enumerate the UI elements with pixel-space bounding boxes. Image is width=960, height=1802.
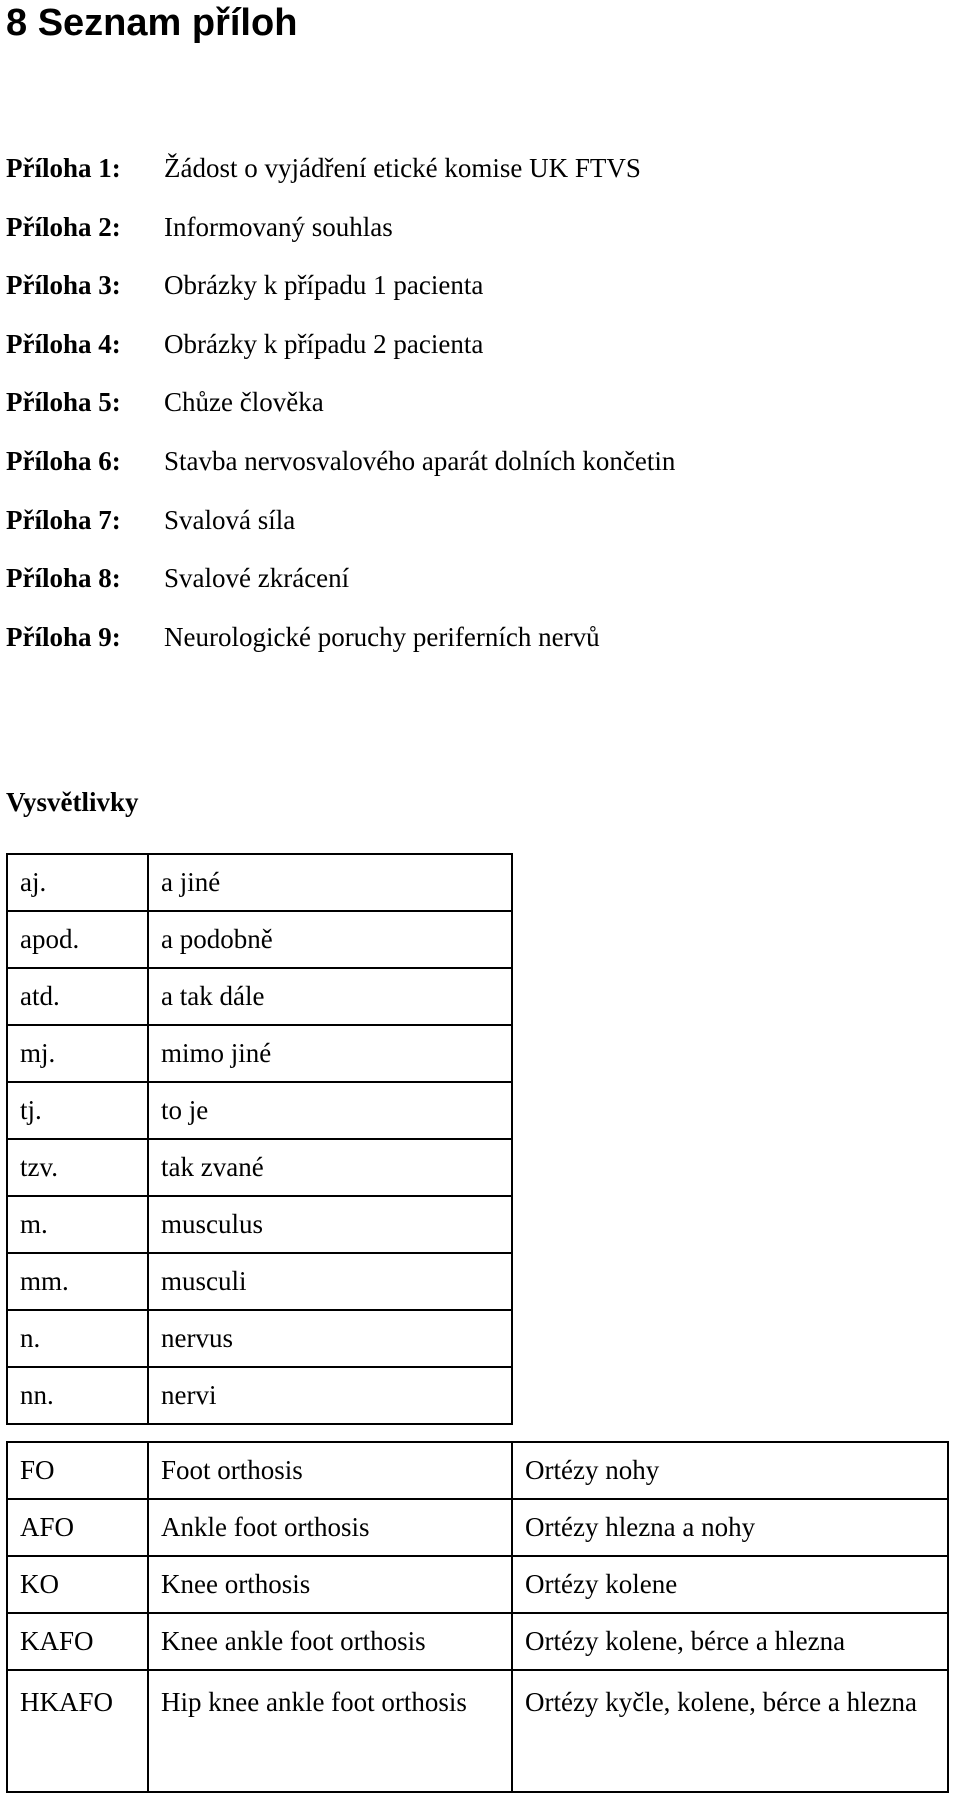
- attachment-item: [6, 324, 675, 383]
- attachment-label: Příloha 2:: [6, 211, 121, 242]
- abbreviation-cell: tj.: [7, 1082, 148, 1139]
- abbreviation-cell: aj.: [7, 854, 148, 911]
- abbreviation-cell: m.: [7, 1196, 148, 1253]
- attachment-title: Obrázky k případu 1 pacienta: [164, 270, 484, 301]
- meaning-cell: a tak dále: [148, 968, 512, 1025]
- table-row: [7, 968, 512, 1025]
- attachment-item: [6, 500, 675, 559]
- attachment-title: Informovaný souhlas: [164, 211, 393, 242]
- meaning-cell: musculus: [148, 1196, 512, 1253]
- attachment-title: Žádost o vyjádření etické komise UK FTVS: [164, 153, 641, 183]
- abbreviation-cell: FO: [7, 1442, 148, 1499]
- meaning-cell: a jiné: [148, 854, 512, 911]
- table-row: [7, 1556, 948, 1613]
- attachment-label: Příloha 1:: [6, 153, 121, 183]
- abbreviations-heading: Vysvětlivky: [6, 787, 139, 817]
- abbreviation-cell: mj.: [7, 1025, 148, 1082]
- table-row: [7, 1082, 512, 1139]
- attachment-label: Příloha 7:: [6, 504, 121, 535]
- meaning-cell: mimo jiné: [148, 1025, 512, 1082]
- abbreviation-cell: apod.: [7, 911, 148, 968]
- czech-term-cell: Ortézy nohy: [512, 1442, 948, 1499]
- abbreviation-cell: atd.: [7, 968, 148, 1025]
- table-row: [7, 1442, 948, 1499]
- table-row: [7, 1196, 512, 1253]
- meaning-cell: nervus: [148, 1310, 512, 1367]
- attachment-label: Příloha 5:: [6, 387, 121, 418]
- table-row: [7, 1253, 512, 1310]
- table-row: [7, 1310, 512, 1367]
- english-term-cell: Knee orthosis: [148, 1556, 512, 1613]
- attachment-title: Neurologické poruchy periferních nervů: [164, 621, 600, 652]
- meaning-cell: musculi: [148, 1253, 512, 1310]
- meaning-cell: a podobně: [148, 911, 512, 968]
- page-title: 8 Seznam příloh: [6, 2, 298, 44]
- attachment-item: [6, 265, 675, 324]
- abbreviation-cell: mm.: [7, 1253, 148, 1310]
- attachment-label: Příloha 6:: [6, 445, 121, 476]
- abbreviation-cell: KAFO: [7, 1613, 148, 1670]
- abbreviation-cell: n.: [7, 1310, 148, 1367]
- attachment-title: Stavba nervosvalového aparát dolních končetin: [164, 445, 676, 476]
- attachment-title: Chůze člověka: [164, 387, 324, 418]
- orthosis-table: [6, 1441, 949, 1793]
- attachment-list: [6, 148, 675, 675]
- table-row: [7, 911, 512, 968]
- english-term-cell: Foot orthosis: [148, 1442, 512, 1499]
- english-term-cell: Hip knee ankle foot orthosis: [148, 1670, 512, 1792]
- table-row: [7, 854, 512, 911]
- attachment-label: Příloha 8:: [6, 563, 121, 594]
- table-row: [7, 1025, 512, 1082]
- attachment-label: Příloha 4:: [6, 328, 121, 359]
- attachment-label: Příloha 9:: [6, 621, 121, 652]
- meaning-cell: tak zvané: [148, 1139, 512, 1196]
- table-row: [7, 1613, 948, 1670]
- attachment-item: [6, 617, 675, 676]
- czech-term-cell: Ortézy hlezna a nohy: [512, 1499, 948, 1556]
- table-row: [7, 1670, 948, 1792]
- czech-term-cell: Ortézy kyčle, kolene, bérce a hlezna: [512, 1670, 948, 1792]
- attachment-item: [6, 441, 675, 500]
- attachment-item: [6, 382, 675, 441]
- attachment-item: [6, 207, 675, 266]
- abbreviation-cell: tzv.: [7, 1139, 148, 1196]
- attachment-item: [6, 558, 675, 617]
- abbreviation-table: [6, 853, 513, 1425]
- abbreviation-cell: HKAFO: [7, 1670, 148, 1792]
- attachment-label: Příloha 3:: [6, 270, 121, 301]
- meaning-cell: nervi: [148, 1367, 512, 1424]
- czech-term-cell: Ortézy kolene: [512, 1556, 948, 1613]
- abbreviation-cell: nn.: [7, 1367, 148, 1424]
- czech-term-cell: Ortézy kolene, bérce a hlezna: [512, 1613, 948, 1670]
- english-term-cell: Knee ankle foot orthosis: [148, 1613, 512, 1670]
- attachment-title: Svalová síla: [164, 504, 296, 535]
- abbreviation-cell: KO: [7, 1556, 148, 1613]
- attachment-title: Obrázky k případu 2 pacienta: [164, 328, 484, 359]
- abbreviation-cell: AFO: [7, 1499, 148, 1556]
- attachment-title: Svalové zkrácení: [164, 563, 350, 594]
- table-row: [7, 1367, 512, 1424]
- table-row: [7, 1139, 512, 1196]
- english-term-cell: Ankle foot orthosis: [148, 1499, 512, 1556]
- meaning-cell: to je: [148, 1082, 512, 1139]
- attachment-item: [6, 148, 675, 207]
- table-row: [7, 1499, 948, 1556]
